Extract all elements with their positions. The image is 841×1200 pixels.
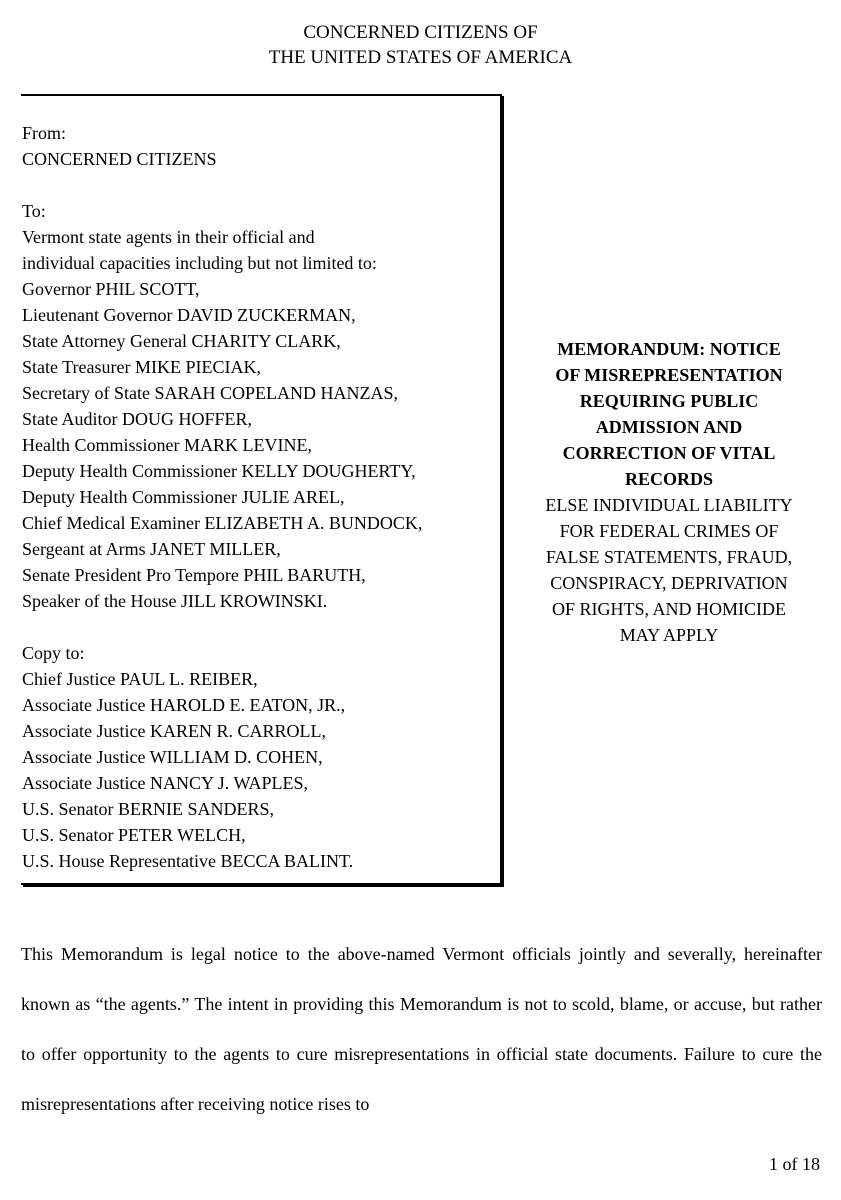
copy-recipient: Associate Justice NANCY J. WAPLES, [22,773,308,793]
title-line: REQUIRING PUBLIC [579,391,759,411]
page-number: 1 of 18 [769,1154,820,1174]
title-line: CORRECTION OF VITAL [562,443,776,463]
subtitle-line: CONSPIRACY, DEPRIVATION [550,573,788,593]
recipient: Governor PHIL SCOTT, [22,279,200,299]
body-section [21,929,822,1129]
header-line-1: CONCERNED CITIZENS OF [303,22,538,43]
memorandum-title [528,336,810,648]
recipient: Health Commissioner MARK LEVINE, [22,435,312,455]
recipient: State Treasurer MIKE PIECIAK, [22,357,261,377]
copy-recipient: Chief Justice PAUL L. REIBER, [22,669,258,689]
address-block [21,94,502,885]
recipient: Sergeant at Arms JANET MILLER, [22,539,281,559]
recipient-list [22,276,422,614]
recipient: Chief Medical Examiner ELIZABETH A. BUNDOCK, [22,513,423,533]
copy-recipient: U.S. Senator BERNIE SANDERS, [22,799,275,819]
copy-label: Copy to: [22,643,85,663]
title-line: MEMORANDUM: NOTICE [557,339,781,359]
copy-recipient: U.S. House Representative BECCA BALINT. [22,851,354,871]
to-label: To: [22,201,46,221]
copy-recipient: Associate Justice HAROLD E. EATON, JR., [22,695,346,715]
recipient: Senate President Pro Tempore PHIL BARUTH, [22,565,366,585]
recipient: Secretary of State SARAH COPELAND HANZAS, [22,383,398,403]
address-block-text [22,120,422,874]
spacer [22,172,422,198]
spacer [22,614,422,640]
title-bold-block [528,336,810,492]
subtitle-line: OF RIGHTS, AND HOMICIDE [551,599,786,619]
subtitle-line: ELSE INDIVIDUAL LIABILITY [545,495,793,515]
title-line: RECORDS [624,469,713,489]
subtitle-line: FOR FEDERAL CRIMES OF [559,521,779,541]
copy-recipient: Associate Justice WILLIAM D. COHEN, [22,747,323,767]
header-line-2: THE UNITED STATES OF AMERICA [268,47,573,68]
subtitle-line: MAY APPLY [619,625,719,645]
copy-recipient: Associate Justice KAREN R. CARROLL, [22,721,326,741]
title-line: ADMISSION AND [595,417,743,437]
copy-list [22,666,422,874]
to-intro-line-1: Vermont state agents in their official and [22,227,315,247]
subtitle-line: FALSE STATEMENTS, FRAUD, [545,547,793,567]
recipient: State Auditor DOUG HOFFER, [22,409,253,429]
to-intro-line-2: individual capacities including but not limited to: [22,253,377,273]
document-header [0,20,841,70]
recipient: Deputy Health Commissioner KELLY DOUGHERTY, [22,461,416,481]
recipient: Lieutenant Governor DAVID ZUCKERMAN, [22,305,356,325]
recipient: Deputy Health Commissioner JULIE AREL, [22,487,345,507]
recipient: State Attorney General CHARITY CLARK, [22,331,341,351]
from-label: From: [22,123,67,143]
from-name: CONCERNED CITIZENS [22,149,217,169]
copy-recipient: U.S. Senator PETER WELCH, [22,825,246,845]
title-subtitle-block [528,492,810,648]
body-paragraph: This Memorandum is legal notice to the above-named Vermont officials jointly and severally, hereinafter known as “the agents.” The intent in providing this Memorandum is not to scold, blame, or accuse, but rather to offer opportunity to the agents to cure misrepresentations in official state documents. Failure to cure the misrepresentations after receiving notice rises to [21,944,822,1114]
recipient: Speaker of the House JILL KROWINSKI. [22,591,328,611]
title-line: OF MISREPRESENTATION [555,365,783,385]
